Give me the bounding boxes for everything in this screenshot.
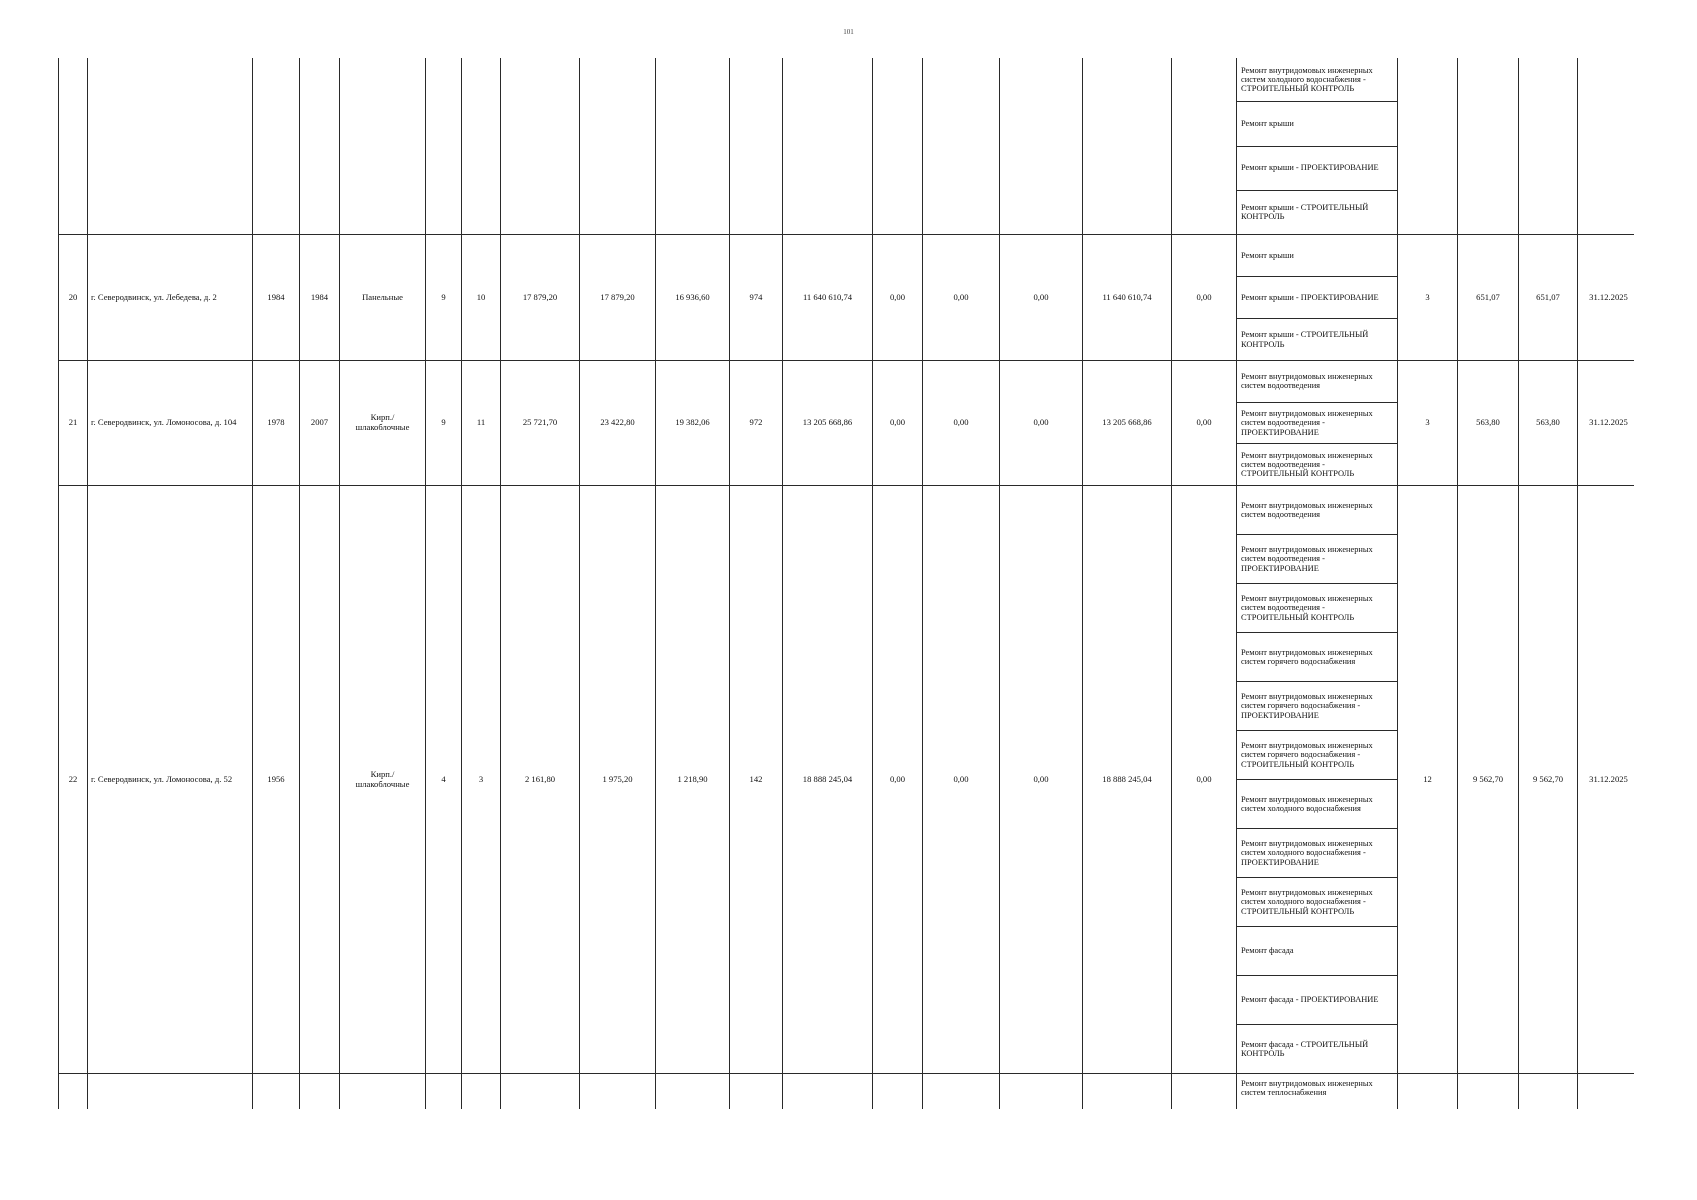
unit-cost-cell (1458, 58, 1519, 235)
cost-total-cell (783, 58, 873, 235)
residents-cell: 974 (730, 235, 783, 361)
address-cell (88, 58, 253, 235)
total-area-cell (501, 58, 580, 235)
work-item: Ремонт внутридомовых инженерных систем холодного водоснабжения - СТРОИТЕЛЬНЫЙ КОНТРОЛЬ (1237, 58, 1397, 102)
work-item: Ремонт крыши - ПРОЕКТИРОВАНИЕ (1237, 277, 1397, 319)
work-item: Ремонт внутридомовых инженерных систем водоотведения (1237, 361, 1397, 403)
row-number-cell (59, 58, 88, 235)
wall-material-cell: Кирп./ шлакоблочные (340, 361, 426, 486)
table-row (59, 1074, 1635, 1110)
cost-total-cell: 11 640 610,74 (783, 235, 873, 361)
work-item: Ремонт внутридомовых инженерных систем горячего водоснабжения - ПРОЕКТИРОВАНИЕ (1237, 682, 1397, 731)
cost-federal-cell: 0,00 (873, 361, 923, 486)
cost-owners-cell: 11 640 610,74 (1083, 235, 1172, 361)
wall-material-cell: Кирп./ шлакоблочные (340, 486, 426, 1074)
wall-material-cell: Панельные (340, 235, 426, 361)
work-list (1237, 58, 1397, 234)
year-reconstruction-cell: 1984 (300, 235, 340, 361)
row-number-cell (59, 1074, 88, 1110)
residents-cell (730, 58, 783, 235)
year-reconstruction-cell (300, 1074, 340, 1110)
row-number-cell: 21 (59, 361, 88, 486)
cost-regional-cell (923, 1074, 1000, 1110)
year-built-cell: 1978 (253, 361, 300, 486)
work-item: Ремонт крыши - СТРОИТЕЛЬНЫЙ КОНТРОЛЬ (1241, 330, 1369, 349)
wall-material-cell (340, 58, 426, 235)
cost-local-cell (1000, 1074, 1083, 1110)
works-cell (1237, 58, 1398, 235)
work-item: Ремонт внутридомовых инженерных систем холодного водоснабжения (1237, 780, 1397, 829)
residents-cell: 142 (730, 486, 783, 1074)
residents-cell (730, 1074, 783, 1110)
residential-area-cell (656, 1074, 730, 1110)
living-area-cell (580, 58, 656, 235)
cost-local-cell: 0,00 (1000, 361, 1083, 486)
year-built-cell (253, 58, 300, 235)
residential-area-cell: 16 936,60 (656, 235, 730, 361)
limit-cost-cell (1519, 58, 1578, 235)
work-item: Ремонт внутридомовых инженерных систем водоотведения (1237, 486, 1397, 535)
limit-cost-cell: 563,80 (1519, 361, 1578, 486)
work-count-cell: 12 (1398, 486, 1458, 1074)
table-row (59, 235, 1635, 361)
cost-regional-cell: 0,00 (923, 361, 1000, 486)
work-list (1237, 235, 1397, 360)
deadline-cell: 31.12.2025 (1578, 486, 1635, 1074)
works-cell (1237, 486, 1398, 1074)
capital-repair-table (58, 58, 1634, 1109)
work-item: Ремонт фасада - СТРОИТЕЛЬНЫЙ КОНТРОЛЬ (1241, 1039, 1369, 1058)
work-count-cell: 3 (1398, 235, 1458, 361)
works-cell (1237, 235, 1398, 361)
deadline-cell: 31.12.2025 (1578, 235, 1635, 361)
work-item: Ремонт внутридомовых инженерных систем горячего водоснабжения - СТРОИТЕЛЬНЫЙ КОНТРОЛЬ (1237, 731, 1397, 780)
limit-cost-cell: 651,07 (1519, 235, 1578, 361)
unit-cost-cell (1458, 1074, 1519, 1110)
cost-other-cell: 0,00 (1172, 486, 1237, 1074)
address-cell: г. Северодвинск, ул. Ломоносова, д. 104 (88, 361, 253, 486)
residential-area-cell: 1 218,90 (656, 486, 730, 1074)
entrances-cell (462, 1074, 501, 1110)
cost-local-cell: 0,00 (1000, 235, 1083, 361)
living-area-cell: 1 975,20 (580, 486, 656, 1074)
table-row (59, 58, 1635, 235)
cost-other-cell: 0,00 (1172, 235, 1237, 361)
cost-federal-cell (873, 1074, 923, 1110)
cost-owners-cell (1083, 1074, 1172, 1110)
cost-owners-cell (1083, 58, 1172, 235)
work-list (1237, 486, 1397, 1073)
table-row (59, 486, 1635, 1074)
year-built-cell (253, 1074, 300, 1110)
living-area-cell: 23 422,80 (580, 361, 656, 486)
total-area-cell (501, 1074, 580, 1110)
limit-cost-cell (1519, 1074, 1578, 1110)
entrances-cell: 11 (462, 361, 501, 486)
wall-material-cell (340, 1074, 426, 1110)
row-number-cell: 22 (59, 486, 88, 1074)
cost-local-cell: 0,00 (1000, 486, 1083, 1074)
address-cell: г. Северодвинск, ул. Ломоносова, д. 52 (88, 486, 253, 1074)
work-item: Ремонт внутридомовых инженерных систем водоотведения - ПРОЕКТИРОВАНИЕ (1237, 403, 1397, 445)
unit-cost-cell: 9 562,70 (1458, 486, 1519, 1074)
deadline-cell: 31.12.2025 (1578, 361, 1635, 486)
cost-owners-cell: 13 205 668,86 (1083, 361, 1172, 486)
entrances-cell (462, 58, 501, 235)
cost-federal-cell: 0,00 (873, 486, 923, 1074)
year-built-cell: 1956 (253, 486, 300, 1074)
floors-cell: 9 (426, 361, 462, 486)
floors-cell (426, 1074, 462, 1110)
cost-regional-cell (923, 58, 1000, 235)
work-item: Ремонт фасада - ПРОЕКТИРОВАНИЕ (1237, 976, 1397, 1025)
page-number: 101 (843, 28, 854, 36)
residential-area-cell: 19 382,06 (656, 361, 730, 486)
cost-regional-cell: 0,00 (923, 486, 1000, 1074)
residential-area-cell (656, 58, 730, 235)
year-reconstruction-cell: 2007 (300, 361, 340, 486)
limit-cost-cell: 9 562,70 (1519, 486, 1578, 1074)
work-item: Ремонт внутридомовых инженерных систем холодного водоснабжения - СТРОИТЕЛЬНЫЙ КОНТРОЛЬ (1237, 878, 1397, 927)
entrances-cell: 10 (462, 235, 501, 361)
works-cell (1237, 361, 1398, 486)
total-area-cell: 25 721,70 (501, 361, 580, 486)
cost-owners-cell: 18 888 245,04 (1083, 486, 1172, 1074)
work-item: Ремонт внутридомовых инженерных систем холодного водоснабжения - ПРОЕКТИРОВАНИЕ (1237, 829, 1397, 878)
works-cell (1237, 1074, 1398, 1110)
entrances-cell: 3 (462, 486, 501, 1074)
living-area-cell (580, 1074, 656, 1110)
floors-cell: 9 (426, 235, 462, 361)
work-item: Ремонт внутридомовых инженерных систем горячего водоснабжения (1237, 633, 1397, 682)
floors-cell (426, 58, 462, 235)
work-item: Ремонт крыши - ПРОЕКТИРОВАНИЕ (1237, 147, 1397, 191)
cost-local-cell (1000, 58, 1083, 235)
work-list (1237, 361, 1397, 485)
work-count-cell (1398, 58, 1458, 235)
residents-cell: 972 (730, 361, 783, 486)
floors-cell: 4 (426, 486, 462, 1074)
cost-total-cell (783, 1074, 873, 1110)
unit-cost-cell: 563,80 (1458, 361, 1519, 486)
address-cell: г. Северодвинск, ул. Лебедева, д. 2 (88, 235, 253, 361)
work-item: Ремонт внутридомовых инженерных систем водоотведения - ПРОЕКТИРОВАНИЕ (1237, 535, 1397, 584)
cost-total-cell: 18 888 245,04 (783, 486, 873, 1074)
work-item: Ремонт фасада (1237, 927, 1397, 976)
work-count-cell (1398, 1074, 1458, 1110)
year-reconstruction-cell (300, 58, 340, 235)
work-item: Ремонт внутридомовых инженерных систем водоотведения - СТРОИТЕЛЬНЫЙ КОНТРОЛЬ (1237, 584, 1397, 633)
work-item: Ремонт внутридомовых инженерных систем водоотведения - СТРОИТЕЛЬНЫЙ КОНТРОЛЬ (1241, 450, 1373, 479)
table-row (59, 361, 1635, 486)
total-area-cell: 2 161,80 (501, 486, 580, 1074)
work-item: Ремонт крыши (1237, 102, 1397, 146)
row-number-cell: 20 (59, 235, 88, 361)
unit-cost-cell: 651,07 (1458, 235, 1519, 361)
year-built-cell: 1984 (253, 235, 300, 361)
address-cell (88, 1074, 253, 1110)
cost-federal-cell (873, 58, 923, 235)
living-area-cell: 17 879,20 (580, 235, 656, 361)
work-count-cell: 3 (1398, 361, 1458, 486)
year-reconstruction-cell (300, 486, 340, 1074)
cost-regional-cell: 0,00 (923, 235, 1000, 361)
capital-repair-table-sheet (58, 58, 1634, 1109)
work-item: Ремонт внутридомовых инженерных систем теплоснабжения (1241, 1079, 1373, 1098)
cost-other-cell (1172, 58, 1237, 235)
work-list (1237, 1074, 1397, 1109)
deadline-cell (1578, 58, 1635, 235)
total-area-cell: 17 879,20 (501, 235, 580, 361)
cost-other-cell (1172, 1074, 1237, 1110)
deadline-cell (1578, 1074, 1635, 1110)
cost-federal-cell: 0,00 (873, 235, 923, 361)
cost-other-cell: 0,00 (1172, 361, 1237, 486)
work-item: Ремонт крыши - СТРОИТЕЛЬНЫЙ КОНТРОЛЬ (1241, 202, 1369, 222)
cost-total-cell: 13 205 668,86 (783, 361, 873, 486)
work-item: Ремонт крыши (1237, 235, 1397, 277)
